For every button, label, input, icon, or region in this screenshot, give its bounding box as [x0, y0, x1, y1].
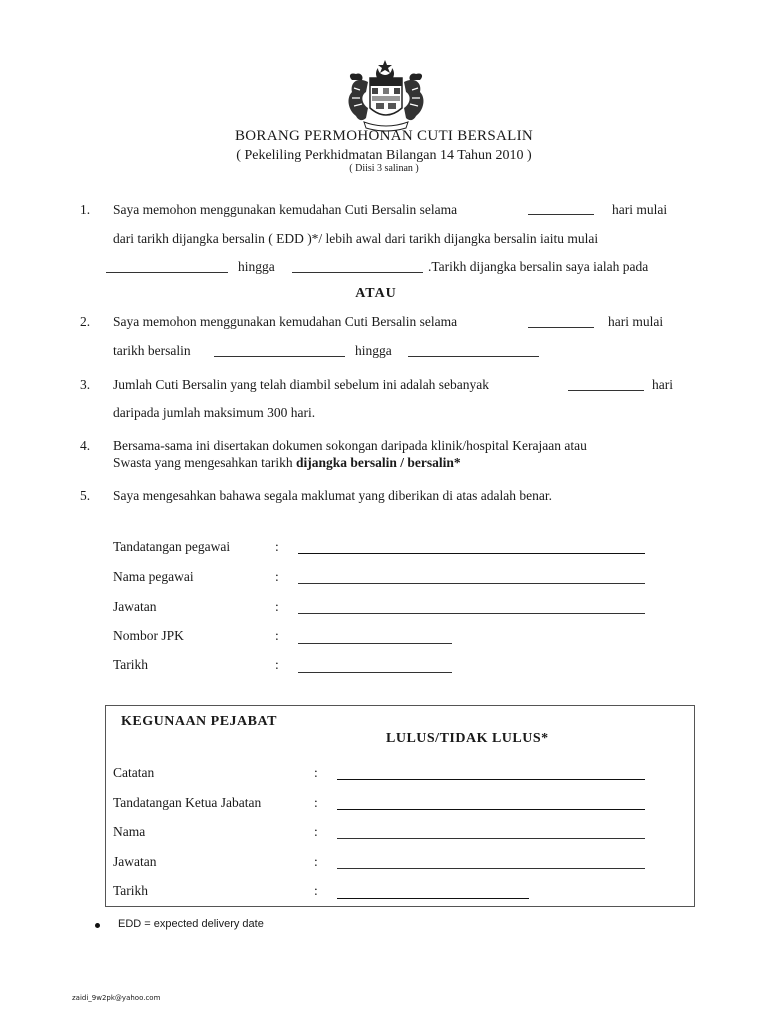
item-2-days-field[interactable] [528, 327, 594, 328]
office-notes-label: Catatan [113, 765, 155, 780]
office-date-field[interactable] [337, 898, 529, 899]
applicant-jpk-field[interactable] [298, 643, 452, 644]
footnote-text: EDD = expected delivery date [118, 918, 264, 930]
item-3-number: 3. [80, 377, 91, 392]
item-2-number: 2. [80, 314, 91, 329]
applicant-signature-colon: : [275, 539, 279, 554]
item-2-text-line2: tarikh bersalin [113, 343, 191, 358]
item-1-text-b: hari mulai [612, 202, 668, 217]
item-4-text-line2 [113, 455, 461, 471]
office-position-colon: : [314, 854, 318, 869]
item-1-text-line3-end: .Tarikh dijangka bersalin saya ialah pada [428, 259, 649, 274]
office-signature-colon: : [314, 795, 318, 810]
coat-of-arms-crest [338, 58, 434, 134]
item-3-days-field[interactable] [568, 390, 644, 391]
form-subtitle: ( Pekeliling Perkhidmatan Bilangan 14 Tahun 2010 ) [236, 148, 532, 163]
office-notes-colon: : [314, 765, 318, 780]
item-1-text-line2: dari tarikh dijangka bersalin ( EDD )*/ lebih awal dari tarikh dijangka bersalin iaitu mulai [113, 231, 599, 246]
applicant-name-colon: : [275, 569, 279, 584]
item-1-end-date-field[interactable] [292, 272, 423, 273]
item-3-text-a: Jumlah Cuti Bersalin yang telah diambil sebelum ini adalah sebanyak [113, 377, 490, 392]
office-signature-label: Tandatangan Ketua Jabatan [113, 795, 262, 810]
applicant-name-field[interactable] [298, 583, 645, 584]
office-name-label: Nama [113, 824, 146, 839]
applicant-date-colon: : [275, 657, 279, 672]
item-2-hingga-label: hingga [355, 343, 392, 358]
office-date-label: Tarikh [113, 883, 149, 898]
item-4-text-line1: Bersama-sama ini disertakan dokumen sokongan daripada klinik/hospital Kerajaan atau [113, 438, 587, 453]
item-3-text-line2: daripada jumlah maksimum 300 hari. [113, 405, 316, 420]
item-1-text-a: Saya memohon menggunakan kemudahan Cuti Bersalin selama [113, 202, 458, 217]
copies-note: ( Diisi 3 salinan ) [349, 163, 419, 174]
item-2-text-b: hari mulai [608, 314, 664, 329]
footnote-bullet [95, 923, 100, 928]
office-notes-field[interactable] [337, 779, 645, 780]
item-1-days-field[interactable] [528, 214, 594, 215]
item-1-hingga-label: hingga [238, 259, 275, 274]
footer-email: zaidi_9w2pk@yahoo.com [72, 994, 161, 1002]
office-date-colon: : [314, 883, 318, 898]
item-4-text-line2-bold: dijangka bersalin / bersalin* [295, 455, 461, 470]
item-1-start-date-field[interactable] [106, 272, 228, 273]
item-5-text: Saya mengesahkan bahawa segala maklumat yang diberikan di atas adalah benar. [113, 488, 552, 503]
applicant-position-label: Jawatan [113, 599, 157, 614]
item-5-number: 5. [80, 488, 91, 503]
office-position-label: Jawatan [113, 854, 157, 869]
form-title: BORANG PERMOHONAN CUTI BERSALIN [234, 128, 534, 144]
applicant-position-colon: : [275, 599, 279, 614]
item-2-start-date-field[interactable] [214, 356, 345, 357]
applicant-jpk-colon: : [275, 628, 279, 643]
applicant-position-field[interactable] [298, 613, 645, 614]
applicant-date-label: Tarikh [113, 657, 149, 672]
applicant-signature-label: Tandatangan pegawai [113, 539, 231, 554]
applicant-date-field[interactable] [298, 672, 452, 673]
item-4-number: 4. [80, 438, 91, 453]
applicant-jpk-label: Nombor JPK [113, 628, 184, 643]
atau-separator: ATAU [355, 286, 397, 301]
applicant-name-label: Nama pegawai [113, 569, 194, 584]
office-use-title: KEGUNAAN PEJABAT [121, 714, 277, 729]
item-2-text-a: Saya memohon menggunakan kemudahan Cuti Bersalin selama [113, 314, 458, 329]
office-position-field[interactable] [337, 868, 645, 869]
office-signature-field[interactable] [337, 809, 645, 810]
item-1-number: 1. [80, 202, 91, 217]
item-2-end-date-field[interactable] [408, 356, 539, 357]
office-name-colon: : [314, 824, 318, 839]
item-3-text-b: hari [652, 377, 673, 392]
office-name-field[interactable] [337, 838, 645, 839]
office-decision: LULUS/TIDAK LULUS* [386, 731, 549, 746]
applicant-signature-field[interactable] [298, 553, 645, 554]
item-4-text-line2-a: Swasta yang mengesahkan tarikh [113, 455, 293, 470]
